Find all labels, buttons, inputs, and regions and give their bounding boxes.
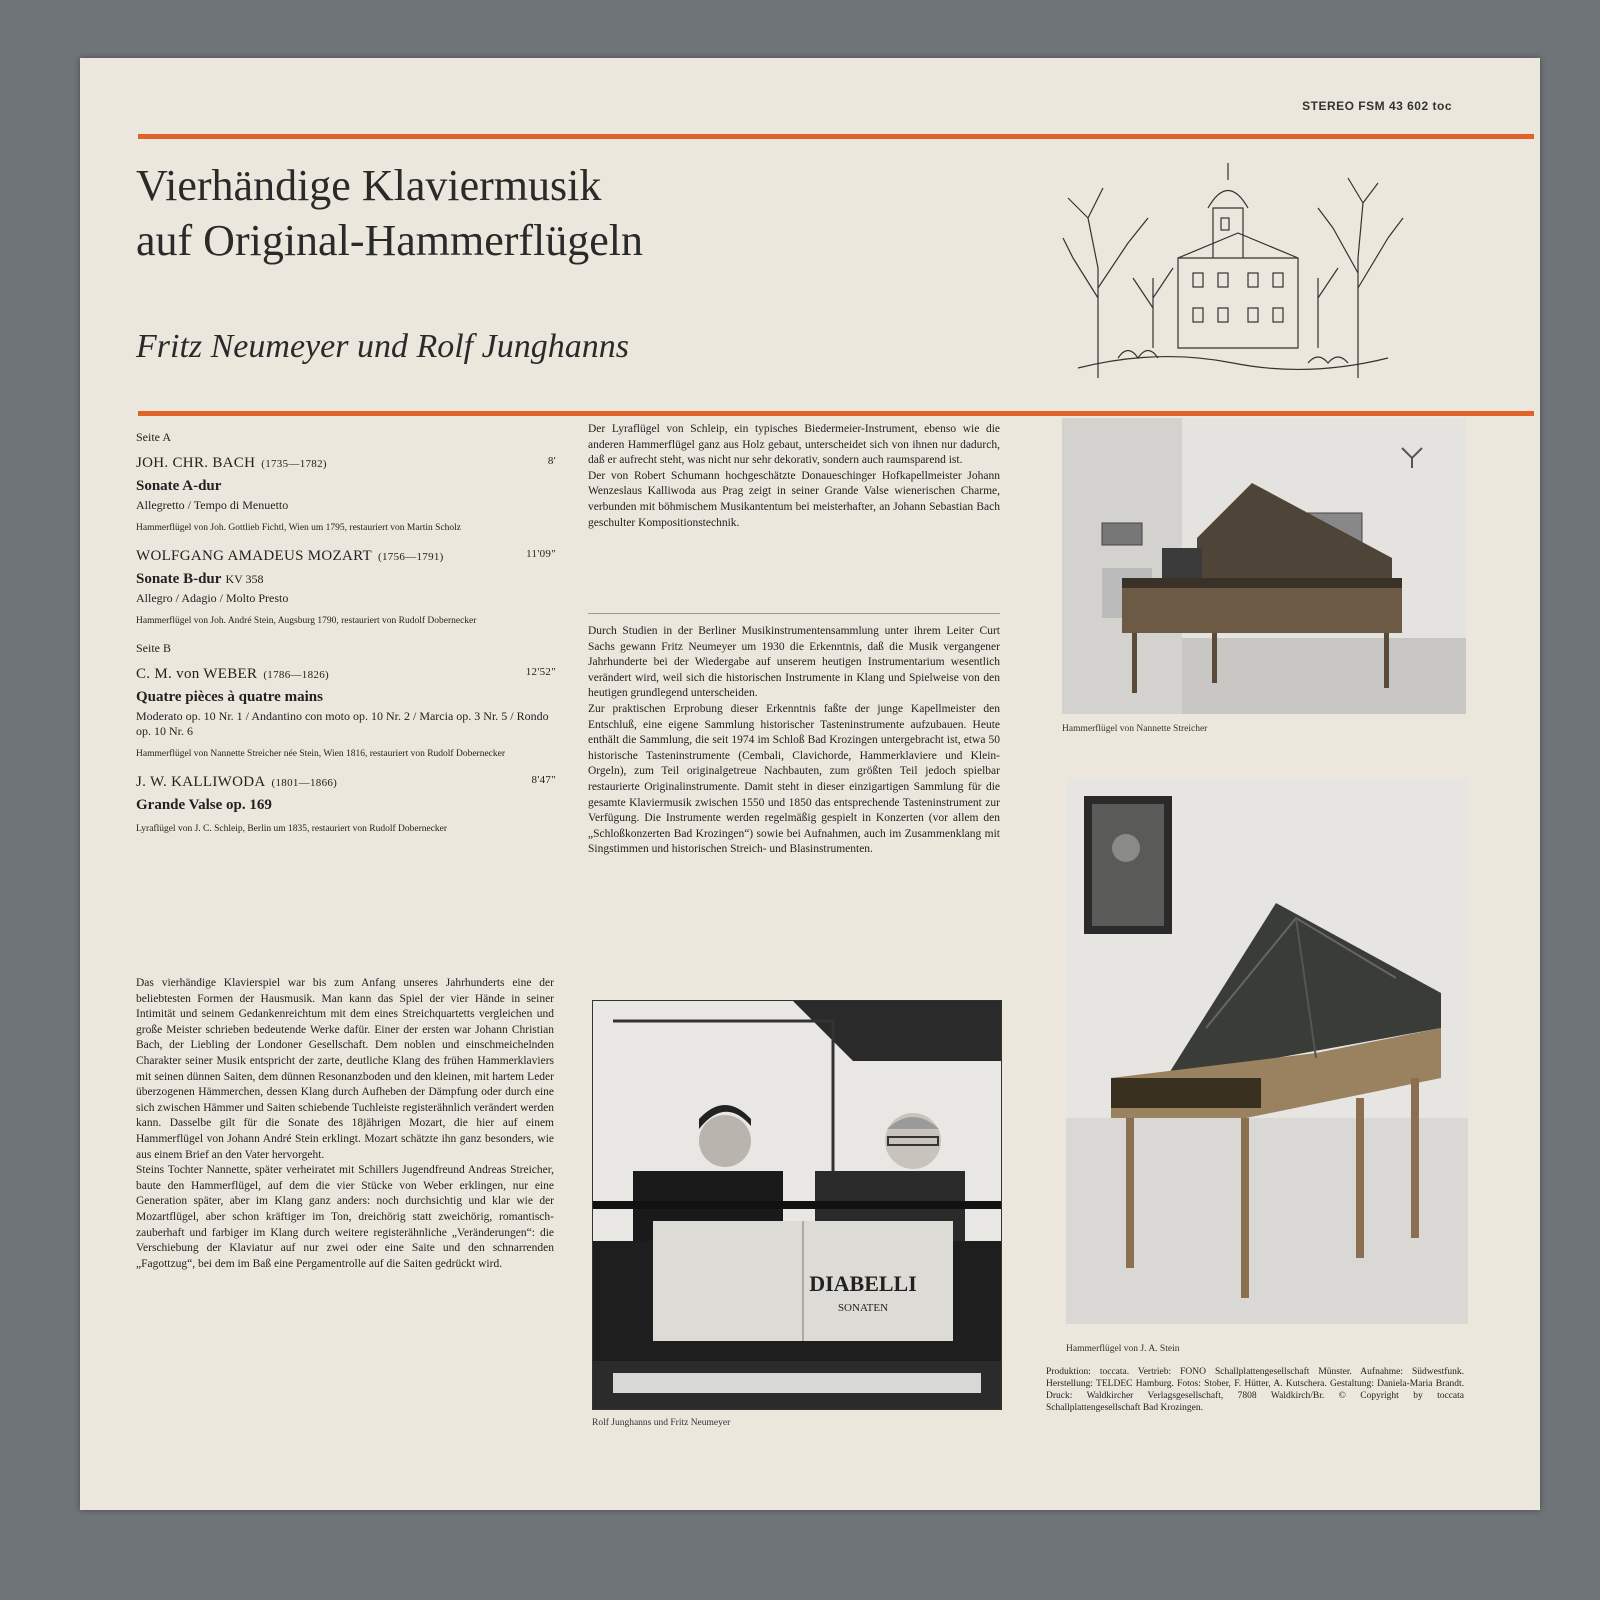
top-orange-rule xyxy=(138,134,1534,139)
work-title: Quatre pièces à quatre mains xyxy=(136,689,323,705)
composer-dates: (1786—1826) xyxy=(263,669,329,681)
movements: Moderato op. 10 Nr. 1 / Andantino con moto op. 10 Nr. 2 / Marcia op. 3 Nr. 5 / Rondo op. 10 Nr. 6 xyxy=(136,709,549,738)
photo-stein-fortepiano xyxy=(1066,778,1468,1324)
production-credits: Produktion: toccata. Vertrieb: FONO Schallplattengesellschaft Münster. Aufnahme: Südwestfunk. Herstellung: TELDEC Hamburg. Fotos: Stober, F. Hütter, A. Kutschera. Gestaltung: Daniela-Maria Brandt. Druck: Waldkircher Verlagsgesellschaft, 7808 Waldkirch/Br. © Copyright by toccata Schallplattengesellschaft Bad Krozingen. xyxy=(1046,1367,1464,1413)
album-title-line-2: auf Original-Hammerflügeln xyxy=(136,216,644,265)
composer-name: JOH. CHR. BACH xyxy=(136,455,256,471)
composer-dates: (1801—1866) xyxy=(271,777,338,789)
essay-paragraph: Zur praktischen Erprobung dieser Erkenntnis faßte der junge Kapellmeister den Entschluß, eine eigene Sammlung historischer Tasteninstrumente aufzubauen. Heute enthält die Sammlung, die seit 1974 im Schloß Bad Krozingen untergebracht ist, etwa 50 historische Tasteninstrumente (Cembali, Clavichorde, Hammerklaviere und Klein-Orgeln), zum Teil originalgetreue Nachbauten, zum größten Teil jedoch spielbar restaurierte Originalinstrumente. Damit steht in dieser einzigartigen Sammlung für die gesamte Klaviermusik zwischen 1550 und 1850 das entsprechende Tasteninstrument zur Verfügung. Die Instrumente werden regelmäßig gespielt in Konzerten (vor allem den „Schloßkonzerten Bad Krozingen“) sowie bei Aufnahmen, auch im Zusammenklang mit Singstimmen und historischen Streich- und Blasinstrumenten. xyxy=(588,702,1000,856)
essay-column-1 xyxy=(136,976,554,1272)
side-b-label: Seite B xyxy=(136,641,171,655)
album-title xyxy=(136,158,643,268)
track-entry xyxy=(136,666,556,760)
track-composer-row xyxy=(136,455,556,472)
instrument-note: Lyraflügel von J. C. Schleip, Berlin um 1835, restauriert von Rudolf Dobernecker xyxy=(136,824,448,834)
instrument-note: Hammerflügel von Joh. Gottlieb Fichtl, Wien um 1795, restauriert von Martin Scholz xyxy=(136,523,462,533)
track-entry xyxy=(136,774,556,835)
track-duration: 8' xyxy=(547,455,556,467)
movements: Allegro / Adagio / Molto Presto xyxy=(136,591,289,605)
instrument-note: Hammerflügel von Nannette Streicher née Stein, Wien 1816, restauriert von Rudolf Dobernecker xyxy=(136,749,506,759)
track-composer-row xyxy=(136,666,556,683)
composer-name: C. M. von WEBER xyxy=(136,666,258,682)
essay-paragraph: Das vierhändige Klavierspiel war bis zum Anfang unseres Jahrhunderts eine der beliebtesten Formen der Hausmusik. Man kann das Spiel der vier Hände in seiner Intimität und seinem Gedankenreichtum mit dem eines Streichquartetts vergleichen und große Meister schrieben bedeutende Werke dafür. Einer der ersten war Johann Christian Bach, der Liebling der Londoner Gesellschaft. Dem noblen und einschmeichelnden Charakter seiner Musik entspricht der zarte, deutliche Klang des frühen Hammerklaviers mit seinen dünnen Saiten, dem dünnen Resonanzboden und den kleinen, mit hartem Leder überzogenen Hämmerchen, dessen Klang durch Aufheben der Dämpfung oder durch eine sich zwischen Hämmer und Saiten schiebende Tuchleiste registerähnlich verändert werden kann. Dasselbe gilt für die Sonate des 18jährigen Mozart, die hier auf einem Hammerflügel von Johann André Stein erklingt. Mozart schätzte ihn ganz besonders, wie aus einem Brief an den Vater hervorgeht. xyxy=(136,977,554,1161)
work-title: Grande Valse op. 169 xyxy=(136,797,272,813)
photo-performers xyxy=(592,1000,1002,1410)
track-composer-row xyxy=(136,774,556,791)
composer-dates: (1756—1791) xyxy=(378,551,444,563)
castle-sketch-illustration xyxy=(1058,148,1408,388)
photo-caption: Hammerflügel von Nannette Streicher xyxy=(1062,724,1208,734)
track-duration: 8'47" xyxy=(531,774,556,786)
middle-orange-rule xyxy=(138,411,1534,416)
essay-paragraph: Der von Robert Schumann hochgeschätzte Donaueschinger Hofkapellmeister Johann Wenzeslaus Kalliwoda aus Prag zeigt in seiner Grande Valse wienerischen Charme, verbunden mit böhmischem Musikantentum bei meisterhafter, an Johann Sebastian Bach geschulter Kompositionstechnik. xyxy=(588,469,1000,529)
composer-name: J. W. KALLIWODA xyxy=(136,774,266,790)
column-divider xyxy=(588,613,1000,614)
photo-caption: Rolf Junghanns und Fritz Neumeyer xyxy=(592,1418,731,1428)
essay-paragraph: Der Lyraflügel von Schleip, ein typisches Biedermeier-Instrument, ebenso wie die anderen Hammerflügel ganz aus Holz gebaut, unterscheidet sich von ihnen nur dadurch, daß er aufrecht steht, was nicht nur sehr dekorativ, sondern auch raumsparend ist. xyxy=(588,423,1000,467)
work-title: Sonate A-dur xyxy=(136,478,222,494)
track-entry xyxy=(136,455,556,534)
score-title: DIABELLI xyxy=(809,1271,917,1296)
tracklist xyxy=(136,430,556,849)
photo-caption: Hammerflügel von J. A. Stein xyxy=(1066,1344,1180,1354)
score-subtitle: SONATEN xyxy=(837,1302,889,1314)
essay-paragraph: Steins Tochter Nannette, später verheiratet mit Schillers Jugendfreund Andreas Streicher, baute den Hammerflügel, auf dem die vier Stücke von Weber erklingen, nur eine Generation später, aber im Klang ganz anders: noch durchsichtig und klar wie der Mozartflügel, aber schon kräftiger im Ton, dreichörig statt zweichörig, romantisch-zauberhaft und farbiger im Klang durch weitere registerähnliche „Veränderungen“: die Verschiebung der Klaviatur auf nur zwei oder eine Saite und den schnarrenden „Fagottzug“, bei dem im Baß eine Pergamentrolle auf die Saiten gedrückt wird. xyxy=(136,1164,554,1270)
essay-column-2-continued xyxy=(588,624,1000,858)
artist-names: Fritz Neumeyer und Rolf Junghanns xyxy=(136,328,629,365)
composer-dates: (1735—1782) xyxy=(261,458,327,470)
kv-number: KV 358 xyxy=(225,572,264,586)
catalog-number: STEREO FSM 43 602 toc xyxy=(1302,99,1452,113)
record-sleeve-back xyxy=(80,58,1540,1510)
work-title: Sonate B-dur KV 358 xyxy=(136,571,264,587)
instrument-note: Hammerflügel von Joh. André Stein, Augsburg 1790, restauriert von Rudolf Dobernecker xyxy=(136,616,477,626)
photo-streicher-fortepiano xyxy=(1062,418,1466,714)
album-title-line-1: Vierhändige Klaviermusik xyxy=(136,161,602,210)
essay-paragraph: Durch Studien in der Berliner Musikinstrumentensammlung unter ihrem Leiter Curt Sachs gewann Fritz Neumeyer um 1930 die Erkenntnis, daß die Musik vergangener Jahrhunderte bei der Wiedergabe auf unserem heutigen Instrumentarium wesentlich verändert wird, weil sich die historischen Instrumente in Klang und Spielweise von den heutigen grundlegend unterscheiden. xyxy=(588,625,1000,700)
track-entry xyxy=(136,548,556,627)
movements: Allegretto / Tempo di Menuetto xyxy=(136,498,289,512)
side-a-label: Seite A xyxy=(136,430,171,444)
composer-name: WOLFGANG AMADEUS MOZART xyxy=(136,548,373,564)
track-duration: 11'09" xyxy=(526,548,556,560)
essay-column-2 xyxy=(588,422,1000,531)
track-composer-row xyxy=(136,548,556,565)
track-duration: 12'52" xyxy=(525,666,556,678)
